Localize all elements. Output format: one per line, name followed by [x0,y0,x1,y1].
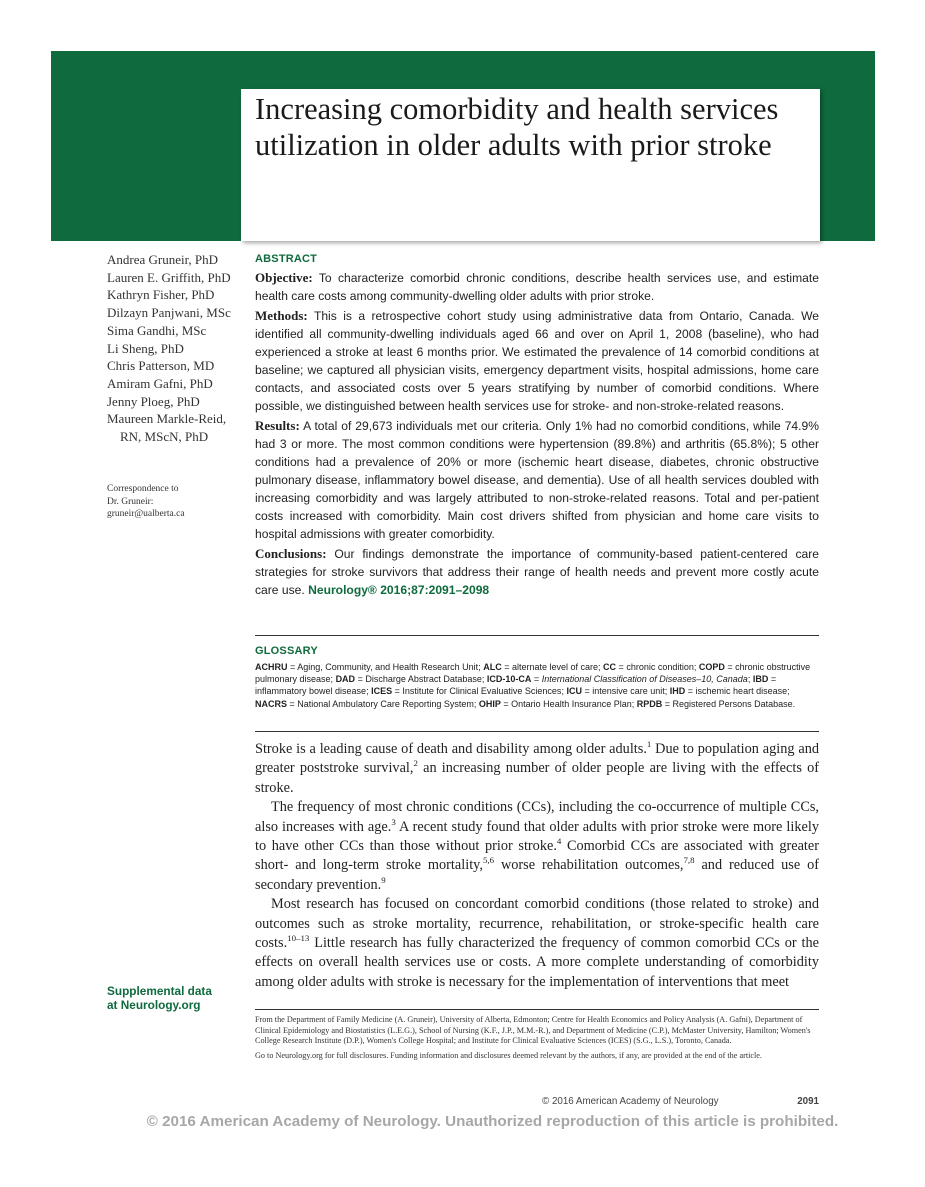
author-name: Li Sheng, PhD [107,340,184,356]
results-text: A total of 29,673 individuals met our criteria. Only 1% had no comorbid conditions, while 74.9% had 3 or more. The most common conditions were hypertension (89.8%) and arthritis (65.8%); 5 other conditions had a prevalence of 20% or more (ischemic heart disease, diabetes, chronic obstructive pulmonary disease, inflammatory bowel disease, and dementia). Use of all health services doubled with increasing comorbidity and was largely attributed to non-stroke-related reasons. Total and per-patient costs increased with comorbidity. Main cost drivers shifted from physician and home care visits to hospital admissions with greater comorbidity. [255,419,819,541]
divider [255,635,819,636]
author-name: Dilzayn Panjwani, MSc [107,305,231,321]
glossary-heading: GLOSSARY [255,645,318,657]
glossary-abbr: ALC [483,662,502,672]
reference-superscript[interactable]: 1 [646,739,652,750]
body-paragraph: Stroke is a leading cause of death and disability among older adults.$^1$ Due to population aging and greater poststroke survival,$^2$ an increasing number of older people are living with the effects of stroke. [255,739,820,796]
conclusions-label: Conclusions: [255,546,327,561]
divider [255,1009,819,1010]
reference-superscript[interactable]: 2 [413,758,418,769]
glossary-definition: intensive care unit [592,686,665,697]
page-footer [255,1096,819,1110]
glossary-section [255,645,819,710]
footer-copyright: © 2016 American Academy of Neurology [542,1096,719,1107]
glossary-definition: inflammatory bowel disease [255,686,367,697]
abstract-results [255,417,819,543]
copyright-watermark: © 2016 American Academy of Neurology. Unauthorized reproduction of this article is prohibited. [146,1113,839,1130]
glossary-definition: chronic condition [626,662,694,672]
supplemental-data-link[interactable] [107,985,212,1012]
glossary-abbr: NACRS [255,698,288,709]
divider [255,731,819,732]
author-name: Chris Patterson, MD [107,358,215,374]
author-name: Amiram Gafni, PhD [107,375,213,391]
body-paragraph: Most research has focused on concordant comorbid conditions (those related to stroke) and outcomes such as stroke mortality, recurrence, rehabilitation, or stroke-specific health care costs.$^{10-13}$ Little research has fully characterized the frequency of common comorbid CCs or the effects on overall health services use or costs. A more complete understanding of comorbidity among older adults with stroke is necessary for the implementation of interventions that meet [255,896,819,990]
reference-superscript[interactable]: 7,8 [683,855,695,866]
author-name: Andrea Gruneir, PhD [107,252,219,267]
page-number: 2091 [797,1096,819,1107]
abstract-heading: ABSTRACT [255,253,318,265]
glossary-abbr: ICES [371,686,393,697]
author-name: Maureen Markle-Reid, [107,411,227,427]
author-name: Jenny Ploeg, PhD [107,393,200,409]
affiliations-note: From the Department of Family Medicine (A. Gruneir), University of Alberta, Edmonton; Centre for Health Economics and Policy Analysis (A. Gafni), Department of Clinical Epidemiology and Biostatistics (L.E.G.), School of Nursing (K.F., J.P., M.M.-R.), and Department of Medicine (C.P.), McMaster University, Hamilton; Women's College Research Institute (D.P.), Women's College Hospital; and Institute for Clinical Evaluative Sciences (ICES) (S.G., L.S.), Toronto, Canada. [255,1015,811,1046]
glossary-abbr: ICU [566,686,582,697]
author-credentials: RN, MScN, PhD [120,429,209,445]
title-box [241,89,820,241]
disclosures-note: Go to Neurology.org for full disclosures. Funding information and disclosures deemed relevant by the authors, if any, are provided at the end of the article. [255,1050,762,1060]
results-label: Results: [255,418,300,433]
glossary-definition: chronic obstructive pulmonary disease [255,662,811,685]
glossary-abbr: ICD-10-CA [486,674,532,685]
reference-superscript[interactable]: 9 [381,875,386,886]
methods-text: This is a retrospective cohort study using administrative data from Ontario, Canada. We identified all community-dwelling individuals aged 66 and over on April 1, 2008 (baseline), who had experienced a stroke at least 6 months prior. We estimated the prevalence of 14 comorbid conditions at baseline; we captured all physician visits, emergency department visits, hospital admissions, home care contacts, and associated costs over 5 years stratifying by number of comorbid conditions. Where possible, we distinguished between health services use for stroke- and non-stroke-related reasons. [255,309,819,413]
supplemental-line: Supplemental data [107,984,212,998]
objective-label: Objective: [255,270,313,285]
abstract-conclusions [255,545,819,599]
author-name: Sima Gandhi, MSc [107,322,207,338]
author-name: Lauren E. Griffith, PhD [107,269,231,285]
reference-superscript[interactable]: 3 [391,816,396,827]
correspondence-name: Dr. Gruneir: [107,496,154,507]
reference-superscript[interactable]: 5,6 [482,855,495,866]
correspondence-email[interactable]: gruneir@ualberta.ca [107,509,185,519]
body-paragraph: The frequency of most chronic conditions (CCs), including the co-occurrence of multiple CCs, also increases with age.$^3$ A recent study found that older adults with prior stroke were more likely to have other CCs than those without prior stroke.$^4$ Comorbid CCs are associated with greater short- and long-term stroke mortality,$^{5,6}$ worse rehabilitation outcomes,$^{7,8}$ and reduced use of secondary prevention.$^9$ [255,799,820,893]
correspondence-note [107,483,237,521]
journal-citation: Neurology® 2016;87:2091–2098 [308,583,490,597]
glossary-entries: ACHRU = Aging, Community, and Health Research Unit; ALC = alternate level of care; CC = chronic condition; COPD = chronic obstructive pulmonary disease; DAD = Discharge Abstract Database; ICD-10-CA = International Classification of Diseases–10, Canada; IBD = inflammatory bowel disease; ICES = Institute for Clinical Evaluative Sciences; ICU = intensive care unit; IHD = ischemic heart disease; NACRS = National Ambulatory Care Reporting System; OHIP = Ontario Health Insurance Plan; RPDB = Registered Persons Database. [255,662,811,709]
glossary-definition: Registered Persons Database [672,698,793,709]
glossary-abbr: DAD [335,674,356,685]
author-list [107,251,247,446]
glossary-definition: Aging, Community, and Health Research Unit [297,662,479,672]
article-title: Increasing comorbidity and health services utilization in older adults with prior stroke [255,92,779,162]
glossary-abbr: RPDB [636,698,663,709]
conclusions-text: Our findings demonstrate the importance of community-based patient-centered care strategies for stroke survivors that address their range of health needs and prevent more costly acute care use. [255,547,819,597]
glossary-abbr: CC [603,662,617,672]
correspondence-label: Correspondence to [107,484,179,494]
abstract-methods [255,307,819,415]
reference-superscript[interactable]: 4 [556,836,562,847]
glossary-definition: National Ambulatory Care Reporting System [297,698,474,709]
abstract-objective [255,269,819,305]
supplemental-line: at Neurology.org [107,997,201,1012]
glossary-abbr: ACHRU [255,662,288,672]
glossary-definition: Ontario Health Insurance Plan [511,698,632,709]
footnotes [255,1015,819,1065]
glossary-definition: Institute for Clinical Evaluative Sciences [402,686,562,697]
glossary-definition: Discharge Abstract Database [365,674,482,685]
glossary-definition: International Classification of Diseases–10, Canada [541,674,748,685]
glossary-abbr: IBD [752,674,769,685]
author-name: Kathryn Fisher, PhD [107,287,215,303]
reference-superscript[interactable]: 10–13 [287,933,310,944]
glossary-abbr: OHIP [478,698,501,709]
methods-label: Methods: [255,308,308,323]
glossary-abbr: IHD [669,686,686,697]
glossary-abbr: COPD [698,662,725,672]
body-text [255,740,819,992]
glossary-definition: alternate level of care [511,662,599,672]
abstract-section [255,253,819,601]
objective-text: To characterize comorbid chronic conditions, describe health services use, and estimate health care costs among community-dwelling older adults with prior stroke. [255,271,819,303]
glossary-definition: ischemic heart disease [695,686,788,697]
